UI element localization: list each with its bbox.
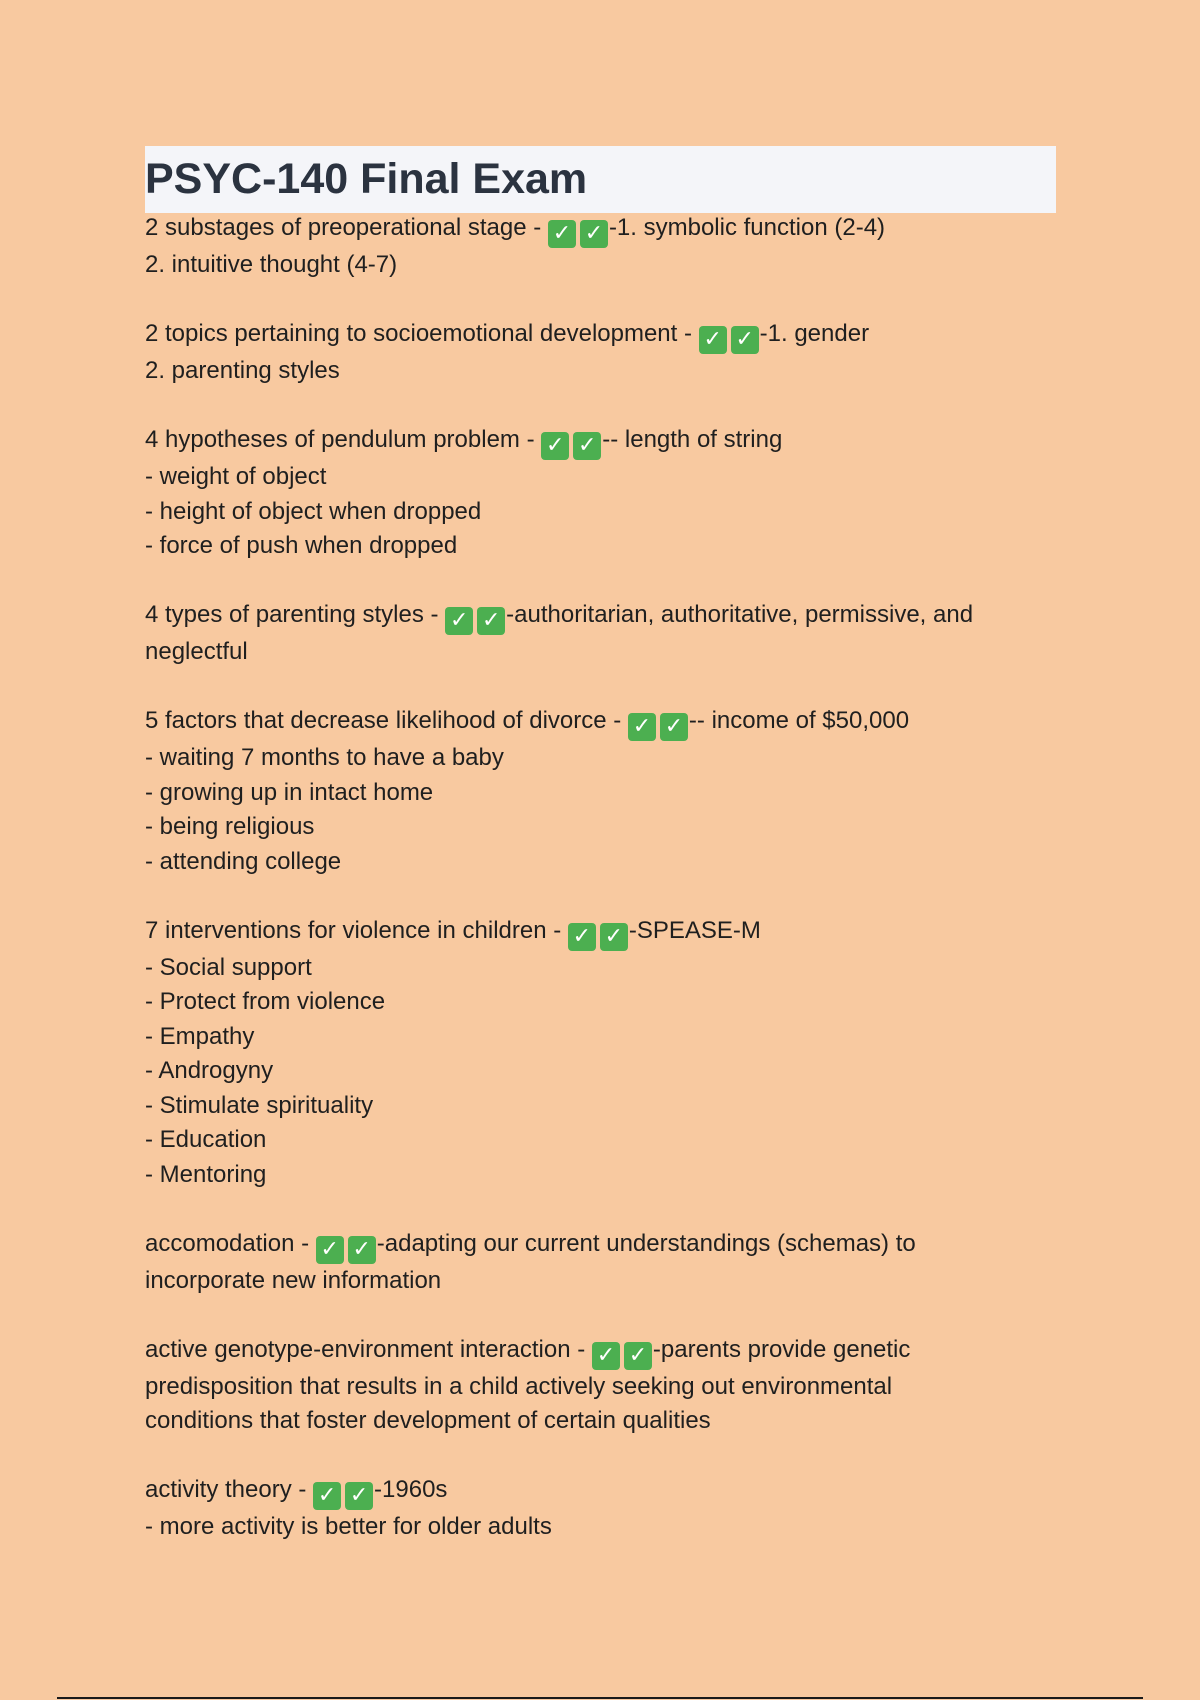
entry-definition: -- income of $50,000 (688, 707, 910, 734)
check-mark-icon: ✓ (580, 220, 608, 248)
flashcard-entry (145, 423, 1065, 564)
flashcard-entry (145, 914, 1065, 1193)
entry-definition: -SPEASE-M (628, 916, 761, 944)
flashcard-entry (145, 1473, 1065, 1545)
entry-continuation-line: - force of push when dropped (145, 532, 458, 559)
entry-continuation-line: conditions that foster development of certain qualities (145, 1407, 711, 1434)
check-mark-icon: ✓ (348, 1236, 376, 1264)
entry-first-line (145, 704, 1065, 741)
entry-continuation-line: - Education (145, 1126, 267, 1153)
double-check-mark (568, 914, 629, 951)
entry-first-line (145, 423, 1065, 460)
entry-continuation-line: 2. parenting styles (145, 357, 340, 384)
entry-term: 2 topics pertaining to socioemotional development - (145, 320, 699, 347)
entry-continuation-line: - being religious (145, 813, 315, 840)
double-check-mark (316, 1227, 377, 1264)
entry-term: 5 factors that decrease likelihood of divorce - (145, 707, 628, 734)
entry-continuation-line: - growing up in intact home (145, 778, 434, 806)
check-mark-icon: ✓ (699, 326, 727, 354)
double-check-mark (313, 1473, 374, 1510)
check-mark-icon: ✓ (345, 1482, 373, 1510)
entry-definition: -adapting our current understandings (schemas) to (376, 1229, 916, 1257)
double-check-mark (628, 704, 689, 741)
check-mark-icon: ✓ (628, 713, 656, 741)
entry-first-line (145, 1473, 1065, 1510)
entry-first-line (145, 317, 1065, 354)
check-mark-icon: ✓ (541, 432, 569, 460)
flashcard-entry (145, 704, 1065, 879)
title-banner (145, 146, 1056, 213)
flashcard-entry (145, 1227, 1065, 1299)
entry-definition: -1. gender (759, 320, 870, 347)
entry-first-line (145, 211, 1065, 248)
flashcard-entry (145, 211, 1065, 283)
check-mark-icon: ✓ (548, 220, 576, 248)
entry-continuation-line: - more activity is better for older adults (145, 1513, 552, 1540)
flashcard-list (145, 211, 1065, 1579)
entry-term: activity theory - (145, 1476, 314, 1503)
check-mark-icon: ✓ (624, 1342, 652, 1370)
entry-first-line (145, 914, 1065, 951)
entry-definition: -- length of string (602, 426, 783, 453)
entry-first-line (145, 598, 1065, 635)
entry-term: 4 types of parenting styles - (145, 601, 446, 628)
entry-term: accomodation - (145, 1229, 316, 1257)
entry-continuation-line: - Social support (145, 953, 312, 981)
double-check-mark (592, 1333, 653, 1370)
entry-continuation-line: incorporate new information (145, 1266, 442, 1294)
check-mark-icon: ✓ (316, 1236, 344, 1264)
entry-continuation-line: - attending college (145, 847, 342, 875)
check-mark-icon: ✓ (477, 607, 505, 635)
entry-term: 7 interventions for violence in children - (145, 916, 568, 944)
double-check-mark (541, 423, 602, 460)
bottom-divider (57, 1697, 1143, 1699)
double-check-mark (699, 317, 760, 354)
entry-term: 2 substages of preoperational stage - (145, 214, 548, 241)
flashcard-entry (145, 598, 1065, 670)
check-mark-icon: ✓ (660, 713, 688, 741)
entry-continuation-line: - Stimulate spirituality (145, 1091, 374, 1119)
entry-definition: -1. symbolic function (2-4) (608, 214, 886, 241)
check-mark-icon: ✓ (573, 432, 601, 460)
entry-first-line (145, 1333, 1065, 1370)
check-mark-icon: ✓ (592, 1342, 620, 1370)
entry-continuation-line: predisposition that results in a child actively seeking out environmental (145, 1372, 893, 1400)
check-mark-icon: ✓ (568, 923, 596, 951)
check-mark-icon: ✓ (445, 607, 473, 635)
entry-continuation-line: - Protect from violence (145, 988, 386, 1015)
entry-continuation-line: - Androgyny (145, 1057, 274, 1084)
entry-continuation-line: 2. intuitive thought (4-7) (145, 251, 398, 278)
entry-first-line (145, 1227, 1065, 1264)
check-mark-icon: ✓ (731, 326, 759, 354)
entry-continuation-line: - weight of object (145, 463, 327, 490)
double-check-mark (445, 598, 506, 635)
entry-definition: -authoritarian, authoritative, permissive, and (506, 601, 974, 628)
entry-definition: -parents provide genetic (652, 1335, 911, 1363)
flashcard-entry (145, 1333, 1065, 1439)
entry-continuation-line: - Mentoring (145, 1160, 267, 1188)
check-mark-icon: ✓ (313, 1482, 341, 1510)
entry-term: 4 hypotheses of pendulum problem - (145, 426, 542, 453)
entry-continuation-line: - height of object when dropped (145, 497, 482, 525)
entry-continuation-line: - Empathy (145, 1022, 255, 1050)
document-title: PSYC-140 Final Exam (145, 155, 588, 203)
entry-continuation-line: neglectful (145, 638, 248, 665)
entry-term: active genotype-environment interaction - (145, 1335, 592, 1363)
entry-definition: -1960s (374, 1476, 448, 1503)
flashcard-entry (145, 317, 1065, 389)
double-check-mark (548, 211, 609, 248)
check-mark-icon: ✓ (600, 923, 628, 951)
entry-continuation-line: - waiting 7 months to have a baby (145, 744, 504, 771)
